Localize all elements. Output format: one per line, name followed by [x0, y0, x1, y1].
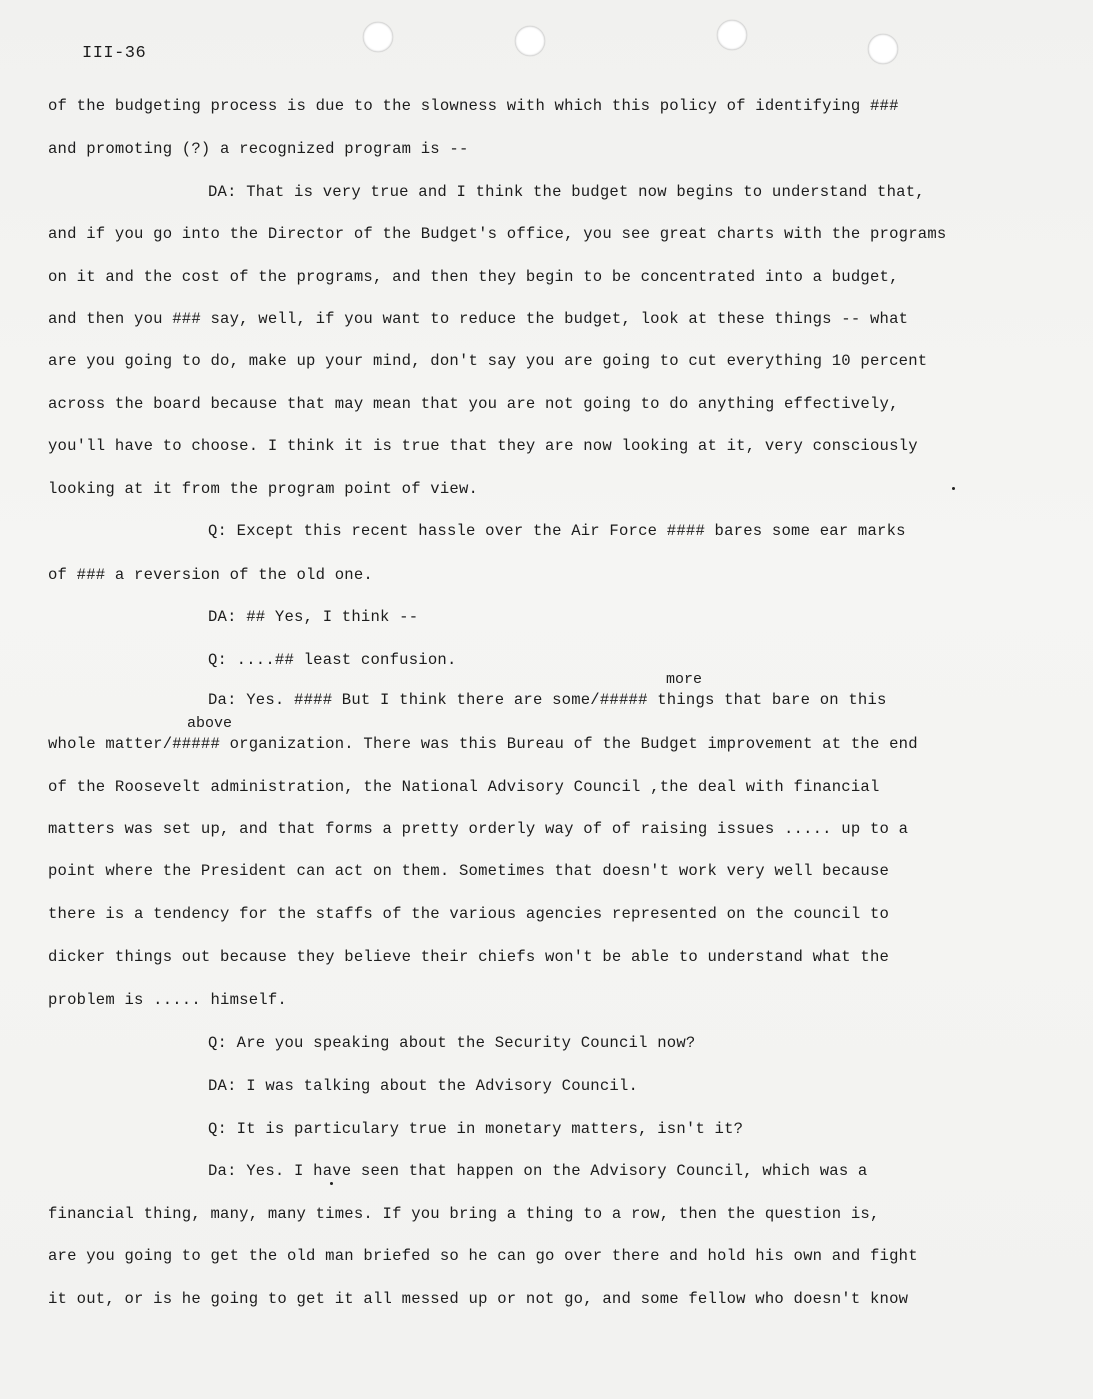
- text-line: Da: Yes. #### But I think there are some/##### things that bare on this: [208, 691, 887, 709]
- text-line: of ### a reversion of the old one.: [48, 566, 373, 584]
- text-line: looking at it from the program point of view.: [48, 480, 479, 498]
- text-line: DA: I was talking about the Advisory Council.: [208, 1077, 639, 1095]
- text-line: financial thing, many, many times. If you bring a thing to a row, then the question is,: [48, 1205, 880, 1223]
- text-line: of the Roosevelt administration, the National Advisory Council ,the deal with financial: [48, 778, 880, 796]
- text-line: you'll have to choose. I think it is true that they are now looking at it, very consciously: [48, 437, 918, 455]
- text-line: are you going to get the old man briefed so he can go over there and hold his own and fight: [48, 1247, 918, 1265]
- text-line: Q: Are you speaking about the Security Council now?: [208, 1034, 696, 1052]
- page-number: III-36: [82, 44, 147, 63]
- text-line: and if you go into the Director of the Budget's office, you see great charts with the programs: [48, 225, 947, 243]
- text-line: there is a tendency for the staffs of the various agencies represented on the council to: [48, 905, 890, 923]
- punch-hole: [363, 22, 393, 52]
- text-line: and promoting (?) a recognized program is --: [48, 140, 469, 158]
- punch-hole: [515, 26, 545, 56]
- text-line: problem is ..... himself.: [48, 991, 287, 1009]
- text-line: it out, or is he going to get it all messed up or not go, and some fellow who doesn't know: [48, 1290, 909, 1308]
- text-line: DA: That is very true and I think the budget now begins to understand that,: [208, 183, 925, 201]
- text-line: dicker things out because they believe their chiefs won't be able to understand what the: [48, 948, 890, 966]
- stray-mark: [952, 487, 955, 490]
- punch-hole: [717, 20, 747, 50]
- text-line: DA: ## Yes, I think --: [208, 608, 419, 626]
- text-line: whole matter/##### organization. There was this Bureau of the Budget improvement at the end: [48, 735, 918, 753]
- interlinear-insertion: above: [187, 715, 233, 732]
- text-line: of the budgeting process is due to the slowness with which this policy of identifying ###: [48, 97, 899, 115]
- text-line: are you going to do, make up your mind, don't say you are going to cut everything 10 percent: [48, 352, 928, 370]
- text-line: Q: ....## least confusion.: [208, 651, 457, 669]
- text-line: Q: It is particulary true in monetary matters, isn't it?: [208, 1120, 744, 1138]
- text-line: Q: Except this recent hassle over the Air Force #### bares some ear marks: [208, 522, 906, 540]
- text-line: point where the President can act on them. Sometimes that doesn't work very well because: [48, 862, 890, 880]
- punch-hole: [868, 34, 898, 64]
- text-line: on it and the cost of the programs, and then they begin to be concentrated into a budget,: [48, 268, 899, 286]
- text-line: and then you ### say, well, if you want to reduce the budget, look at these things -- what: [48, 310, 909, 328]
- text-line: matters was set up, and that forms a pretty orderly way of of raising issues ..... up to a: [48, 820, 909, 838]
- stray-mark: [330, 1182, 333, 1185]
- interlinear-insertion: more: [666, 671, 703, 688]
- text-line: across the board because that may mean that you are not going to do anything effectively,: [48, 395, 899, 413]
- text-line: Da: Yes. I have seen that happen on the Advisory Council, which was a: [208, 1162, 868, 1180]
